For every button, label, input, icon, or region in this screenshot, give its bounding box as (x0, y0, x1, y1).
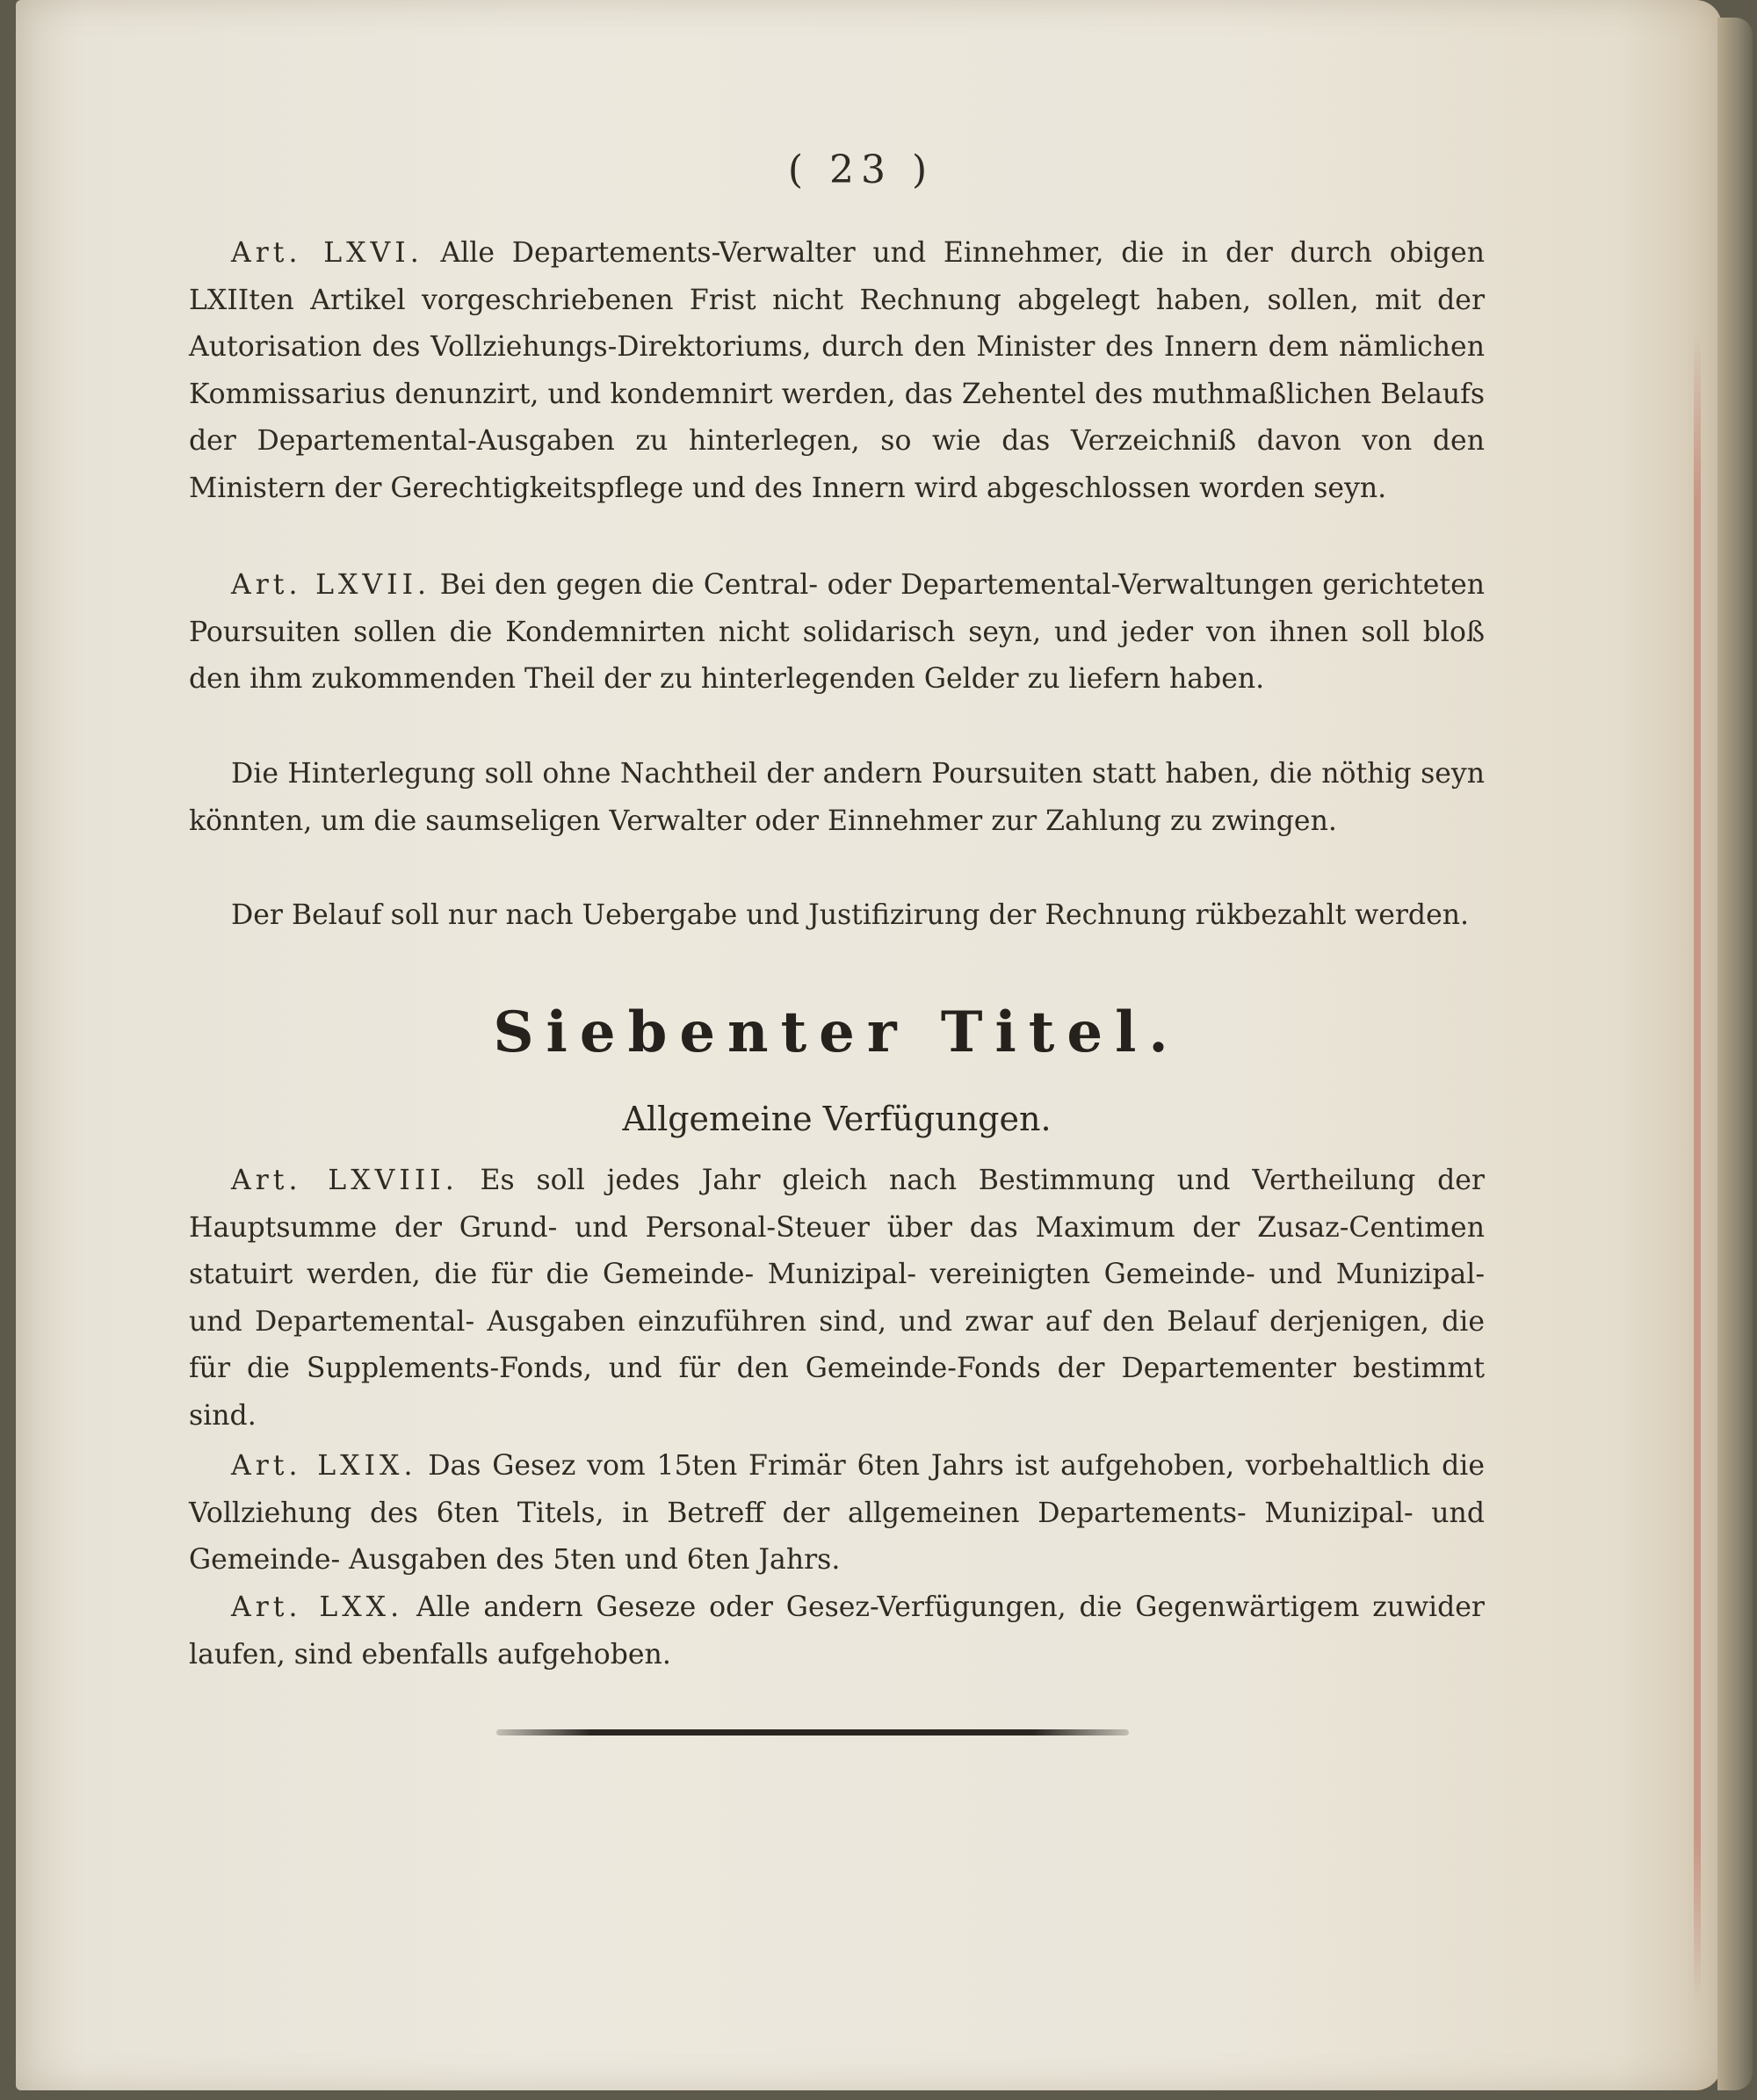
article-67-text: Bei den gegen die Central- oder Departemental-Verwaltungen gerichteten Poursuiten sollen die Kondemnirten nicht solidarisch seyn, und jeder von ihnen soll bloß den ihm zukommenden Theil der zu hinterlegenden Gelder zu liefern haben. (189, 569, 1486, 695)
article-69-text: Das Gesez vom 15ten Frimär 6ten Jahrs ist aufgehoben, vorbehaltlich die Vollziehung des 6ten Titels, in Betreff der allgemeinen Departements- Munizipal- und Gemeinde- Ausgaben des 5ten und 6ten Jahrs. (189, 1450, 1485, 1576)
article-68 (189, 1158, 1485, 1440)
page-number: ( 23 ) (787, 148, 935, 192)
article-67-label: Art. LXVII. (231, 569, 431, 601)
section-title: Siebenter Titel. (493, 999, 1181, 1065)
red-page-edge (1694, 334, 1701, 2003)
page-stack-edge (1717, 18, 1753, 2090)
article-70 (189, 1584, 1485, 1678)
article-68-label: Art. LXVIII. (231, 1165, 459, 1196)
article-70-text: Alle andern Geseze oder Gesez-Verfügungen, die Gegenwärtigem zuwider laufen, sind ebenfalls aufgehoben. (189, 1591, 1485, 1671)
article-67-paragraph-2: Die Hinterlegung soll ohne Nachtheil der andern Poursuiten statt haben, die nöthig seyn könnten, um die saumseligen Verwalter oder Einnehmer zur Zahlung zu zwingen. (189, 758, 1485, 837)
closing-rule (496, 1729, 1129, 1736)
article-67 (189, 562, 1485, 704)
article-68-text: Es soll jedes Jahr gleich nach Bestimmung und Vertheilung der Hauptsumme der Grund- und Personal-Steuer über das Maximum der Zusaz-Centimen statuirt werden, die für die Gemeinde- Munizipal- vereinigten Gemeinde- und Munizipal- und Departemental- Ausgaben einzuführen sind, und zwar auf den Belauf derjenigen, die für die Supplements-Fonds, und für den Gemeinde-Fonds der Departementer bestimmt sind. (189, 1165, 1485, 1432)
article-67-paragraph-3: Der Belauf soll nur nach Uebergabe und Justifizirung der Rechnung rükbezahlt werden. (231, 899, 1470, 931)
article-66 (189, 230, 1485, 512)
article-69 (189, 1443, 1485, 1584)
article-66-label: Art. LXVI. (231, 237, 423, 269)
section-subtitle: Allgemeine Verfügungen. (622, 1100, 1052, 1138)
article-69-label: Art. LXIX. (231, 1450, 417, 1482)
article-70-label: Art. LXX. (231, 1591, 404, 1623)
article-66-text: Alle Departements-Verwalter und Einnehmer, die in der durch obigen LXIIten Artikel vorgeschriebenen Frist nicht Rechnung abgelegt haben, sollen, mit der Autorisation des Vollziehungs-Direktoriums, durch den Minister des Innern dem nämlichen Kommissarius denunzirt, und kondemnirt werden, das Zehentel des muthmaßlichen Belaufs der Departemental-Ausgaben zu hinterlegen, so wie das Verzeichniß davon von den Ministern der Gerechtigkeitspflege und des Innern wird abgeschlossen worden seyn. (189, 237, 1485, 504)
